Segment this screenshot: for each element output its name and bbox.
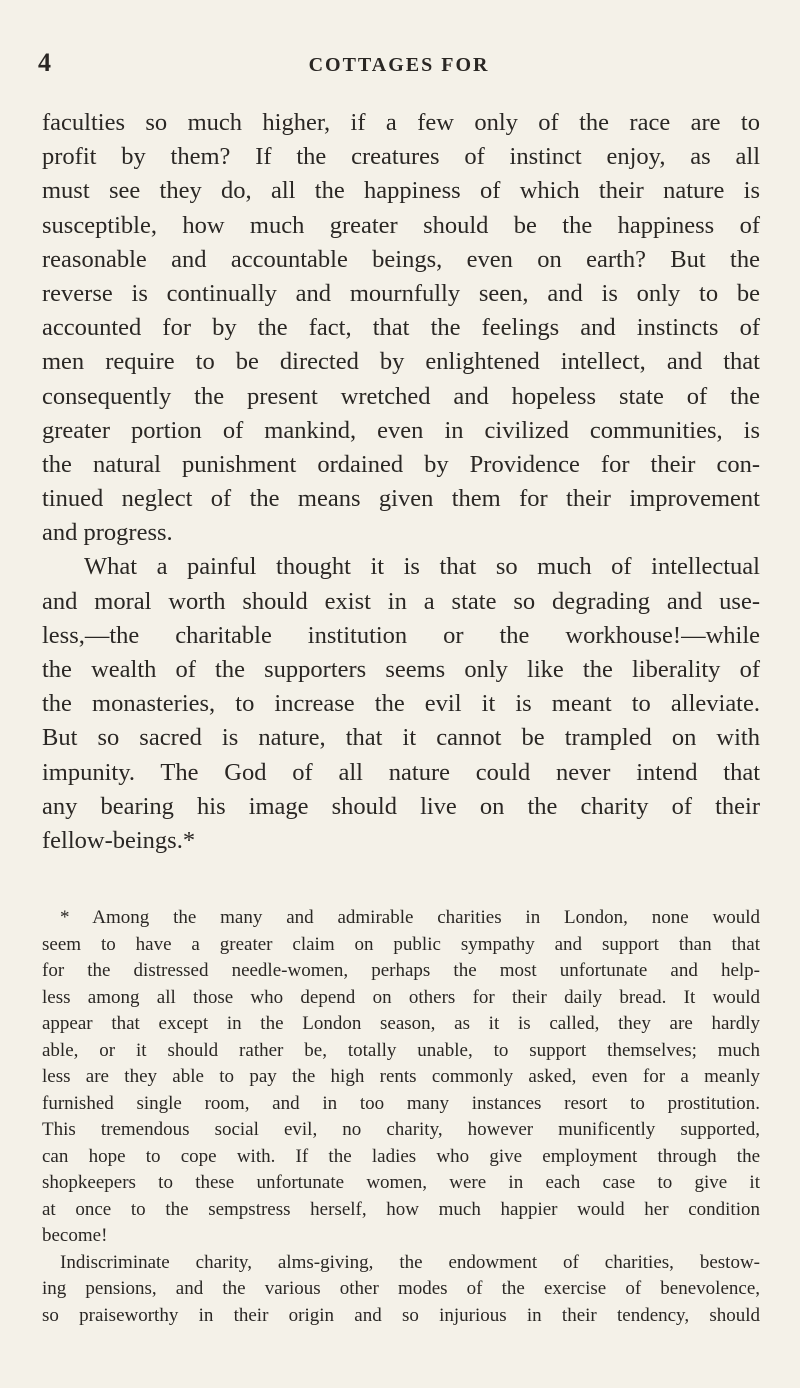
footnote-line: for the distressed needle-women, perhaps the most unfortunate and help- [42, 960, 760, 981]
body-line: accounted for by the fact, that the feelings and instincts of [42, 314, 760, 342]
body-line: But so sacred is nature, that it cannot be trampled on with [42, 724, 760, 752]
footnote-line: able, or it should rather be, totally unable, to support themselves; much [42, 1039, 760, 1061]
body-line: reasonable and accountable beings, even on earth? But the [42, 245, 760, 273]
body-line: fellow-beings.* [42, 826, 196, 854]
body-line: less,—the charitable institution or the workhouse!—while [42, 621, 760, 649]
footnote-line: so praiseworthy in their origin and so injurious in their tendency, should [42, 1304, 760, 1326]
footnote-line: can hope to cope with. If the ladies who give employment through the [42, 1145, 760, 1167]
footnote [42, 905, 760, 1329]
footnote-line: * Among the many and admirable charities in London, none would [60, 907, 760, 928]
body-line: any bearing his image should live on the charity of their [42, 792, 760, 820]
body-text [42, 106, 760, 858]
body-line: and progress. [42, 519, 173, 547]
body-line: reverse is continually and mournfully seen, and is only to be [42, 279, 760, 307]
footnote-line: ing pensions, and the various other modes of the exercise of benevolence, [42, 1278, 760, 1299]
body-line: the monasteries, to increase the evil it is meant to alleviate. [42, 690, 760, 718]
footnote-line: appear that except in the London season, as it is called, they are hardly [42, 1013, 760, 1034]
footnote-line: less among all those who depend on others for their daily bread. It would [42, 986, 760, 1008]
footnote-line: shopkeepers to these unfortunate women, were in each case to give it [42, 1172, 760, 1193]
page-number: 4 [38, 48, 51, 77]
body-line: and moral worth should exist in a state so degrading and use- [42, 587, 760, 615]
footnote-line: seem to have a greater claim on public sympathy and support than that [42, 933, 760, 955]
page-header [38, 48, 760, 88]
body-line: tinued neglect of the means given them for their improvement [42, 485, 760, 513]
body-line: What a painful thought it is that so much of intellectual [84, 553, 760, 581]
body-line: the natural punishment ordained by Providence for their con- [42, 450, 760, 478]
footnote-line: less are they able to pay the high rents commonly asked, even for a meanly [42, 1066, 760, 1087]
footnote-line: furnished single room, and in too many instances resort to prostitution. [42, 1092, 760, 1114]
body-line: impunity. The God of all nature could never intend that [42, 758, 760, 786]
footnote-line: Indiscriminate charity, alms-giving, the endowment of charities, bestow- [60, 1251, 760, 1273]
body-line: greater portion of mankind, even in civilized communities, is [42, 416, 760, 444]
running-head: COTTAGES FOR [308, 54, 490, 76]
footnote-line: This tremendous social evil, no charity, however munificently supported, [42, 1119, 760, 1140]
body-line: susceptible, how much greater should be the happiness of [42, 211, 760, 239]
footnote-line: at once to the sempstress herself, how much happier would her condition [42, 1198, 760, 1220]
body-line: the wealth of the supporters seems only like the liberality of [42, 656, 760, 683]
body-line: must see they do, all the happiness of which their nature is [42, 177, 760, 205]
body-line: men require to be directed by enlightened intellect, and that [42, 348, 760, 376]
body-line: profit by them? If the creatures of instinct enjoy, as all [42, 143, 760, 171]
body-line: consequently the present wretched and hopeless state of the [42, 382, 760, 410]
body-line: faculties so much higher, if a few only of the race are to [42, 109, 760, 136]
footnote-line: become! [42, 1225, 108, 1246]
